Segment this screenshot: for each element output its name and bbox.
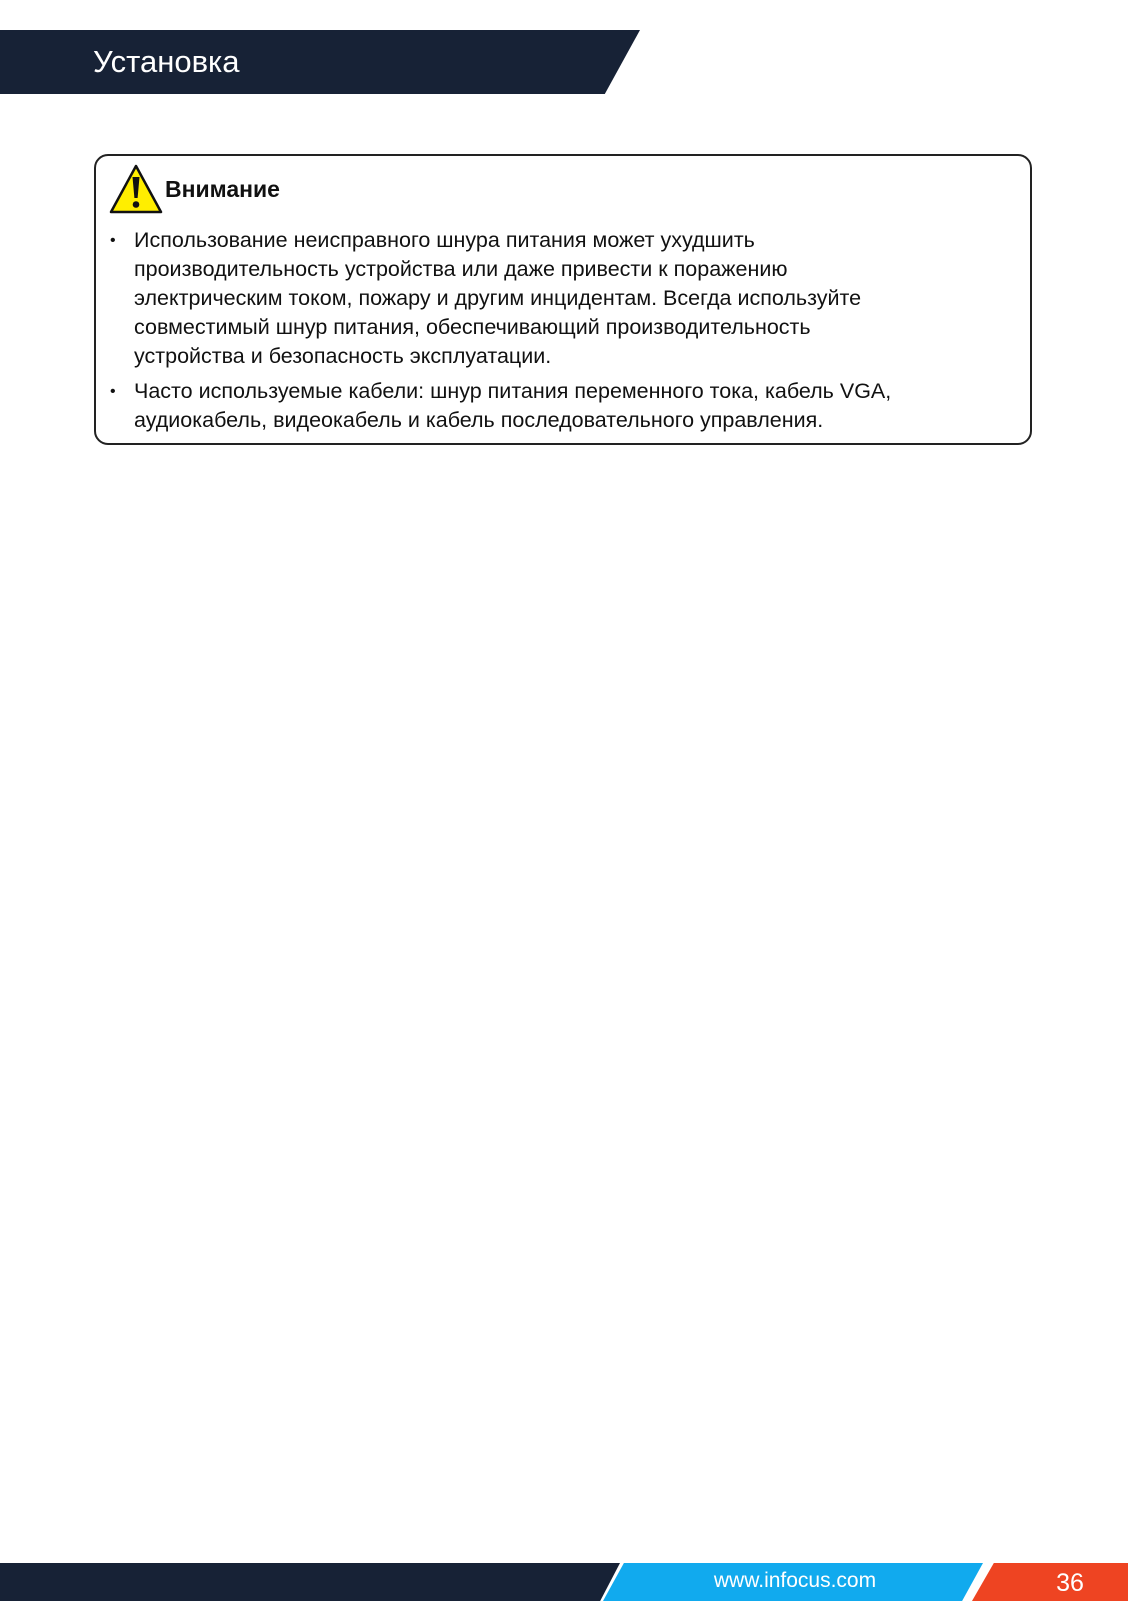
caution-item — [110, 226, 1015, 371]
page-number: 36 — [1056, 1569, 1084, 1597]
caution-line: совместимый шнур питания, обеспечивающий производительность — [134, 315, 811, 339]
caution-item — [110, 377, 1015, 435]
caution-header — [109, 163, 280, 215]
page-title: Установка — [93, 44, 240, 79]
caution-line: устройства и безопасность эксплуатации. — [134, 344, 552, 368]
warning-triangle-icon — [109, 164, 163, 214]
bullet: • — [110, 232, 116, 249]
caution-line: Использование неисправного шнура питания может ухудшить — [134, 228, 755, 252]
caution-list — [110, 226, 1015, 441]
footer-bar-left — [0, 1563, 620, 1601]
caution-line: Часто используемые кабели: шнур питания переменного тока, кабель VGA, — [134, 379, 892, 403]
caution-line: аудиокабель, видеокабель и кабель последовательного управления. — [134, 408, 824, 432]
caution-line: электрическим током, пожару и другим инцидентам. Всегда используйте — [134, 286, 862, 310]
caution-line: производительность устройства или даже привести к поражению — [134, 257, 788, 281]
bullet: • — [110, 383, 116, 400]
caution-title: Внимание — [165, 175, 280, 202]
caution-box — [94, 154, 1032, 445]
footer-url-link[interactable]: www.infocus.com — [713, 1569, 877, 1592]
